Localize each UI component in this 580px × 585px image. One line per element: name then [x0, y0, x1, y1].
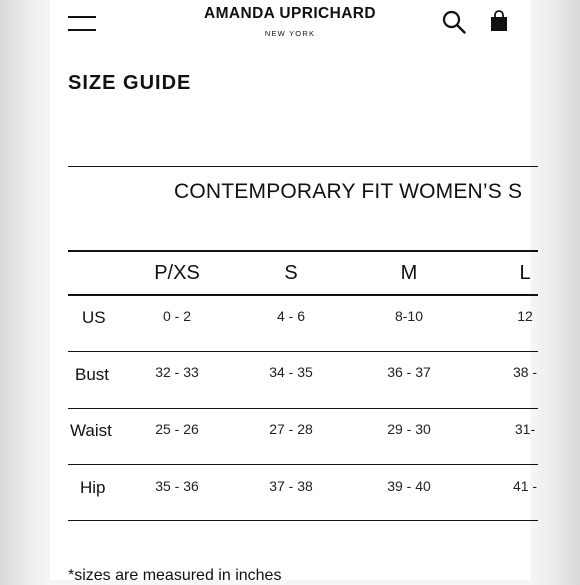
- hamburger-menu-icon[interactable]: [68, 14, 96, 32]
- table-bottom-rule: [68, 520, 538, 521]
- table-cell: 31-: [514, 421, 536, 437]
- page-title: SIZE GUIDE: [68, 72, 192, 94]
- table-cell: 27 - 28: [269, 421, 313, 437]
- brand-logo[interactable]: [190, 5, 390, 39]
- row-divider: [68, 464, 538, 465]
- row-label-hip: Hip: [80, 478, 106, 497]
- table-cell: 32 - 33: [155, 364, 199, 380]
- table-cell: 4 - 6: [276, 308, 305, 324]
- table-cell: 25 - 26: [155, 421, 199, 437]
- row-label-bust: Bust: [75, 365, 110, 384]
- search-icon[interactable]: [442, 10, 466, 34]
- table-top-rule: [68, 166, 538, 167]
- shopping-bag-icon[interactable]: [489, 10, 509, 32]
- brand-name: AMANDA UPRICHARD: [203, 5, 376, 22]
- table-cell: 41 -: [512, 478, 538, 494]
- table-cell: 36 - 37: [387, 364, 431, 380]
- row-label-us: US: [82, 308, 106, 327]
- table-cell: 39 - 40: [387, 478, 431, 494]
- table-cell: 29 - 30: [387, 421, 431, 437]
- table-cell: 35 - 36: [155, 478, 199, 494]
- header-top-rule: [68, 250, 538, 252]
- brand-city: NEW YORK: [264, 29, 316, 38]
- table-cell: 37 - 38: [269, 478, 313, 494]
- row-divider: [68, 351, 538, 352]
- size-guide-page: [50, 0, 538, 584]
- measurement-footnote: *sizes are measured in inches: [68, 567, 282, 584]
- column-header-l: L: [519, 262, 531, 284]
- header-bottom-rule: [68, 294, 538, 296]
- row-label-waist: Waist: [70, 421, 112, 440]
- table-cell: 12: [517, 308, 533, 324]
- table-title: CONTEMPORARY FIT WOMEN’S S: [174, 180, 523, 203]
- column-header-m: M: [400, 262, 418, 284]
- table-cell: 8-10: [394, 308, 424, 324]
- table-cell: 38 -: [512, 364, 538, 380]
- column-header-pxs: P/XS: [154, 262, 200, 284]
- table-cell: 0 - 2: [162, 308, 191, 324]
- table-cell: 34 - 35: [269, 364, 313, 380]
- column-header-s: S: [284, 262, 298, 284]
- row-divider: [68, 408, 538, 409]
- site-header: [50, 0, 530, 50]
